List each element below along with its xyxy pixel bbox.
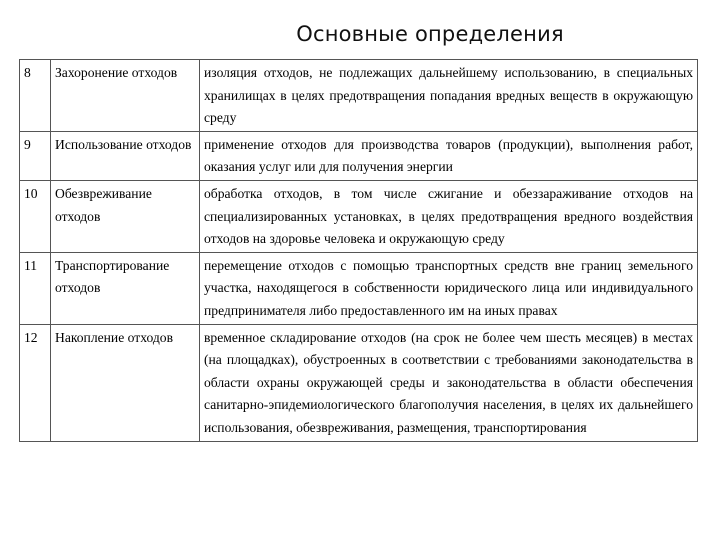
table-row: [20, 60, 698, 132]
definition-cell: применение отходов для производства товаров (продукции), выполнения работ, оказания услуг или для получения энергии: [200, 131, 698, 180]
term-cell: Накопление отходов: [51, 324, 200, 441]
row-number: 8: [20, 60, 51, 132]
term-cell: Транспортирование отходов: [51, 252, 200, 324]
page-title: Основные определения: [296, 22, 564, 46]
table-row: [20, 252, 698, 324]
table-row: [20, 131, 698, 180]
table-row: [20, 180, 698, 252]
term-cell: Обезвреживание отходов: [51, 180, 200, 252]
definition-cell: изоляция отходов, не подлежащих дальнейшему использованию, в специальных хранилищах в целях предотвращения попадания вредных веществ в окружающую среду: [200, 60, 698, 132]
definition-cell: обработка отходов, в том числе сжигание и обеззараживание отходов на специализированных установках, в целях предотвращения вредного воздействия отходов на здоровье человека и окружающую среду: [200, 180, 698, 252]
definition-cell: перемещение отходов с помощью транспортных средств вне границ земельного участка, находящегося в собственности юридического лица или индивидуального предпринимателя либо предоставленного им на иных правах: [200, 252, 698, 324]
row-number: 9: [20, 131, 51, 180]
row-number: 11: [20, 252, 51, 324]
table-row: [20, 324, 698, 441]
row-number: 12: [20, 324, 51, 441]
term-cell: Использование отходов: [51, 131, 200, 180]
row-number: 10: [20, 180, 51, 252]
definition-cell: временное складирование отходов (на срок не более чем шесть месяцев) в местах (на площадках), обустроенных в соответствии с требованиями законодательства в области охраны окружающей среды и законодательства в области обеспечения санитарно-эпидемиологического благополучия населения, в целях их дальнейшего использования, обезвреживания, размещения, транспортирования: [200, 324, 698, 441]
term-cell: Захоронение отходов: [51, 60, 200, 132]
definitions-table: [19, 59, 698, 442]
